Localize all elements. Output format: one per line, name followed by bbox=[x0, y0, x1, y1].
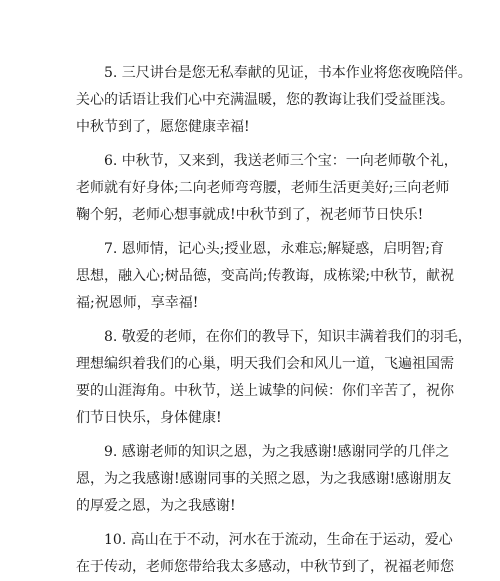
paragraph-7 bbox=[76, 236, 455, 317]
text-line: 老师就有好身体;二向老师弯弯腰，老师生活更美好;三向老师 bbox=[76, 180, 450, 196]
text-line: 鞠个躬，老师心想事就成!中秋节到了，祝老师节日快乐! bbox=[76, 207, 424, 223]
text-line: 10. 高山在于不动，河水在于流动，生命在于运动，爱心 bbox=[104, 532, 453, 548]
text-line: 的厚爱之恩，为之我感谢! bbox=[76, 498, 236, 514]
text-line: 6. 中秋节，又来到，我送老师三个宝：一向老师敬个礼， bbox=[104, 153, 458, 169]
paragraph-10 bbox=[76, 527, 454, 581]
paragraph-8 bbox=[76, 324, 472, 432]
text-line: 关心的话语让我们心中充满温暖，您的教诲让我们受益匪浅。 bbox=[76, 92, 454, 108]
text-line: 福;祝恩师，享幸福! bbox=[76, 295, 199, 311]
text-line: 思想，融入心;树品德，变高尚;传教诲，成栋梁;中秋节，献祝 bbox=[76, 268, 455, 284]
text-line: 9. 感谢老师的知识之恩，为之我感谢!感谢同学的几伴之 bbox=[104, 444, 450, 460]
text-line: 们节日快乐，身体健康! bbox=[76, 410, 222, 426]
text-line: 7. 恩师情，记心头;授业恩，永难忘;解疑惑，启明智;育 bbox=[104, 241, 444, 257]
paragraph-6 bbox=[76, 148, 458, 229]
text-line: 5. 三尺讲台是您无私奉献的见证，书本作业将您夜晚陪伴。 bbox=[104, 65, 472, 81]
text-line: 中秋节到了，愿您健康幸福! bbox=[76, 119, 250, 135]
text-line: 要的山涯海角。中秋节，送上诚挚的问候：你们辛苦了，祝你 bbox=[76, 383, 454, 399]
text-line: 理想编织着我们的心巢，明天我们会和风儿一道，飞遍祖国需 bbox=[76, 356, 454, 372]
text-line: 在于传动，老师您带给我太多感动，中秋节到了，祝福老师您 bbox=[76, 559, 454, 575]
paragraph-9 bbox=[76, 439, 452, 520]
text-line: 8. 敬爱的老师，在你们的教导下，知识丰满着我们的羽毛， bbox=[104, 329, 472, 345]
paragraph-5 bbox=[76, 60, 472, 141]
text-line: 恩，为之我感谢!感谢同事的关照之恩，为之我感谢!感谢朋友 bbox=[76, 471, 452, 487]
